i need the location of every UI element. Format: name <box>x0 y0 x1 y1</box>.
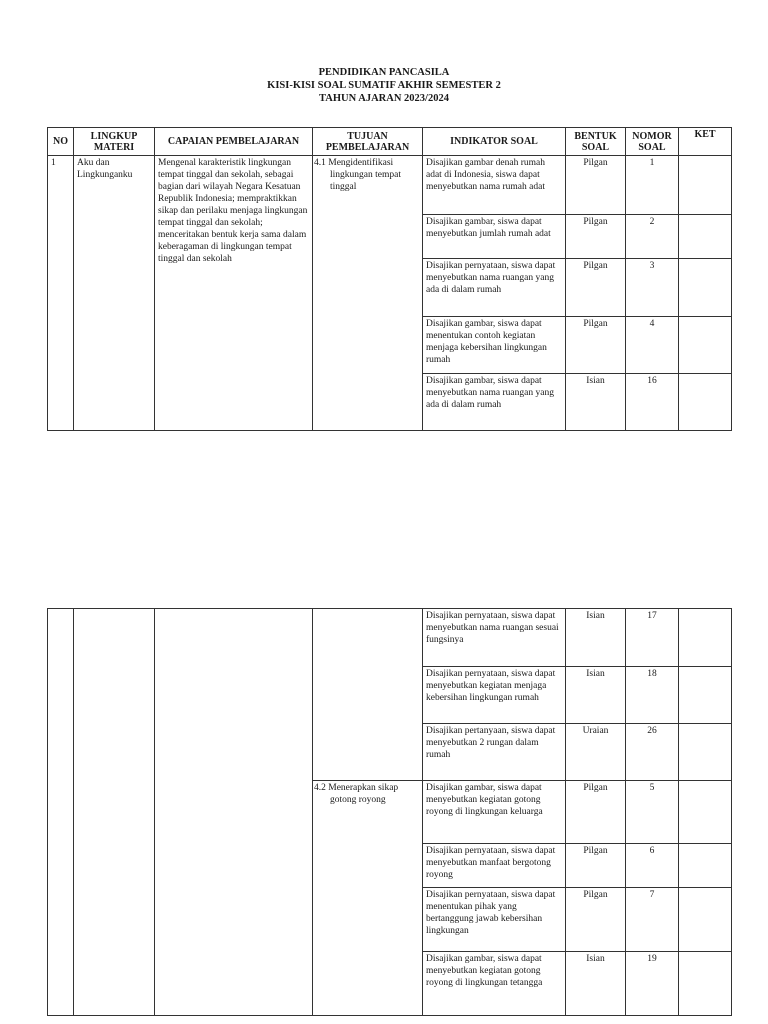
capaian-cell <box>155 609 313 1016</box>
ket-cell <box>679 609 732 667</box>
ket-cell <box>679 667 732 724</box>
header-row <box>48 128 732 156</box>
nomor-cell: 4 <box>626 317 679 374</box>
indikator-cell: Disajikan pernyataan, siswa dapat menyebutkan kegiatan menjaga kebersihan lingkungan rumah <box>423 667 566 724</box>
indikator-cell: Disajikan gambar, siswa dapat menentukan contoh kegiatan menjaga kebersihan lingkungan rumah <box>423 317 566 374</box>
tujuan-cell <box>313 609 423 781</box>
bentuk-cell: Isian <box>566 952 626 1016</box>
subject-title: PENDIDIKAN PANCASILA <box>318 67 450 78</box>
nomor-cell: 6 <box>626 844 679 888</box>
col-nomor-soal: NOMOR SOAL <box>626 128 679 156</box>
nomor-cell: 18 <box>626 667 679 724</box>
ket-cell <box>679 952 732 1016</box>
nomor-cell: 7 <box>626 888 679 952</box>
table-row <box>48 156 732 215</box>
nomor-cell: 19 <box>626 952 679 1016</box>
ket-cell <box>679 259 732 317</box>
bentuk-cell: Pilgan <box>566 317 626 374</box>
col-bentuk-soal: BENTUK SOAL <box>566 128 626 156</box>
grid-table-page2 <box>47 608 732 1016</box>
nomor-cell: 2 <box>626 215 679 259</box>
col-indikator-soal: INDIKATOR SOAL <box>423 128 566 156</box>
bentuk-cell: Pilgan <box>566 215 626 259</box>
nomor-cell: 5 <box>626 781 679 844</box>
nomor-cell: 16 <box>626 374 679 431</box>
indikator-cell: Disajikan pernyataan, siswa dapat menentukan pihak yang bertanggung jawab kebersihan lingkungan <box>423 888 566 952</box>
nomor-cell: 3 <box>626 259 679 317</box>
ket-cell <box>679 156 732 215</box>
col-capaian-pembelajaran: CAPAIAN PEMBELAJARAN <box>155 128 313 156</box>
ket-cell <box>679 844 732 888</box>
no-cell: 1 <box>48 156 74 431</box>
col-ket: KET <box>679 128 732 156</box>
bentuk-cell: Uraian <box>566 724 626 781</box>
indikator-cell: Disajikan gambar, siswa dapat menyebutkan kegiatan gotong royong di lingkungan keluarga <box>423 781 566 844</box>
indikator-cell: Disajikan pernyataan, siswa dapat menyebutkan nama ruangan yang ada di dalam rumah <box>423 259 566 317</box>
tujuan-cell: 4.1 Mengidentifikasi lingkungan tempat tinggal <box>313 156 423 431</box>
ket-cell <box>679 317 732 374</box>
school-year: TAHUN AJARAN 2023/2024 <box>319 93 449 104</box>
col-no: NO <box>48 128 74 156</box>
nomor-cell: 1 <box>626 156 679 215</box>
ket-cell <box>679 724 732 781</box>
nomor-cell: 17 <box>626 609 679 667</box>
indikator-cell: Disajikan pertanyaan, siswa dapat menyebutkan 2 rungan dalam rumah <box>423 724 566 781</box>
bentuk-cell: Pilgan <box>566 259 626 317</box>
bentuk-cell: Isian <box>566 374 626 431</box>
ket-cell <box>679 888 732 952</box>
nomor-cell: 26 <box>626 724 679 781</box>
no-cell <box>48 609 74 1016</box>
bentuk-cell: Isian <box>566 609 626 667</box>
lingkup-materi-cell: Aku dan Lingkunganku <box>74 156 155 431</box>
tujuan-cell: 4.2 Menerapkan sikap gotong royong <box>313 781 423 1016</box>
col-lingkup-materi: LINGKUP MATERI <box>74 128 155 156</box>
grid-table-page1 <box>47 127 732 431</box>
ket-cell <box>679 215 732 259</box>
lingkup-materi-cell <box>74 609 155 1016</box>
ket-cell <box>679 374 732 431</box>
indikator-cell: Disajikan pernyataan, siswa dapat menyebutkan manfaat bergotong royong <box>423 844 566 888</box>
table-row <box>48 609 732 667</box>
col-tujuan-pembelajaran: TUJUAN PEMBELAJARAN <box>313 128 423 156</box>
bentuk-cell: Pilgan <box>566 844 626 888</box>
bentuk-cell: Pilgan <box>566 888 626 952</box>
indikator-cell: Disajikan gambar, siswa dapat menyebutkan jumlah rumah adat <box>423 215 566 259</box>
bentuk-cell: Pilgan <box>566 781 626 844</box>
document-header <box>0 66 768 105</box>
indikator-cell: Disajikan pernyataan, siswa dapat menyebutkan nama ruangan sesuai fungsinya <box>423 609 566 667</box>
bentuk-cell: Pilgan <box>566 156 626 215</box>
document-title: KISI-KISI SOAL SUMATIF AKHIR SEMESTER 2 <box>267 80 501 91</box>
bentuk-cell: Isian <box>566 667 626 724</box>
ket-cell <box>679 781 732 844</box>
indikator-cell: Disajikan gambar, siswa dapat menyebutkan kegiatan gotong royong di lingkungan tetangga <box>423 952 566 1016</box>
indikator-cell: Disajikan gambar denah rumah adat di Indonesia, siswa dapat menyebutkan nama rumah adat <box>423 156 566 215</box>
capaian-cell: Mengenal karakteristik lingkungan tempat tinggal dan sekolah, sebagai bagian dari wilayah Negara Kesatuan Republik Indonesia; mempraktikkan sikap dan perilaku menjaga lingkungan tempat tinggal dan sekolah; menceritakan bentuk kerja sama dalam keberagaman di lingkungan tempat tinggal dan sekolah <box>155 156 313 431</box>
indikator-cell: Disajikan gambar, siswa dapat menyebutkan nama ruangan yang ada di dalam rumah <box>423 374 566 431</box>
